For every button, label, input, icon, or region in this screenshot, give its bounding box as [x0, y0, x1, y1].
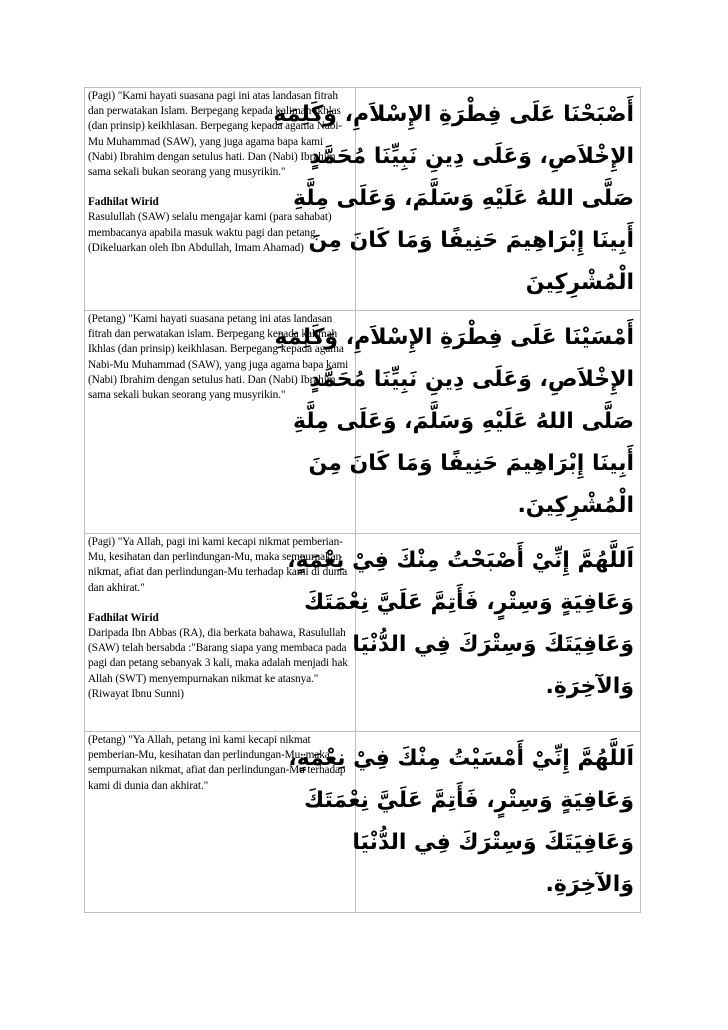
- table-row: [85, 88, 641, 311]
- fadhilat-text: Rasulullah (SAW) selalu mengajar kami (para sahabat) membacanya apabila masuk waktu pagi dan petang.: [88, 211, 332, 239]
- arabic-line: وَعَافِيَتَكَ وَسِتْرَكَ فِي الدُّنْيَا: [352, 830, 634, 855]
- translation-text: (Petang) "Kami hayati suasana petang ini atas landasan fitrah dan perwatakan islam. Berpegang kepada kalimah Ikhlas (dan prinsip) keikhlasan. Berpegang kepada agama Nabi-Mu Muhammad (SAW), yang juga agama bapa kami (Nabi) Ibrahim dengan setulus hati. Dan (Nabi) Ibrahim sama sekali bukan seorang yang musyrikin.": [88, 313, 349, 402]
- translation-text: (Pagi) "Kami hayati suasana pagi ini atas landasan fitrah dan perwatakan Islam. Berpegang kepada kalimah Ikhlas (dan prinsip) keikhlasan. Berpegang kepada agama Nabi-Mu Muhammad (SAW), yang juga agama bapa kami (Nabi) Ibrahim dengan setulus hati. Dan (Nabi) Ibrahim sama sekali bukan seorang yang musyrikin.": [88, 90, 343, 179]
- arabic-line: وَالآخِرَةِ.: [545, 674, 634, 699]
- fadhilat-text: Daripada Ibn Abbas (RA), dia berkata bahawa, Rasulullah (SAW) telah bersabda :"Barang siapa yang membaca pada pagi dan petang sebanyak 3 kali, maka adalah menjadi hak Allah (SWT) menyempurnakan nikmat ke atasnya.": [88, 627, 348, 685]
- arabic-line: أَمْسَيْنَا عَلَى فِطْرَةِ الإِسْلاَمِ، وَكَلِمَةِ: [274, 325, 634, 350]
- table-row: [85, 732, 641, 913]
- arabic-cell: [288, 732, 641, 913]
- arabic-line: أَبِينَا إِبْرَاهِيمَ حَنِيفًا وَمَا كَانَ مِنَ: [308, 451, 634, 476]
- translation-text: (Pagi) "Ya Allah, pagi ini kami kecapi nikmat pemberian-Mu, kesihatan dan perlindungan-Mu, maka sempurnakan nikmat, afiat dan perlindungan-Mu terhadap kami di dunia dan akhirat.": [88, 536, 348, 594]
- arabic-line: أَبِينَا إِبْرَاهِيمَ حَنِيفًا وَمَا كَانَ مِنَ: [308, 228, 634, 253]
- wirid-table: [84, 87, 641, 913]
- source-text: (Dikeluarkan oleh Ibn Abdullah, Imam Ahamad): [88, 241, 304, 254]
- arabic-cell: [274, 311, 641, 534]
- table-row: [85, 311, 641, 534]
- fadhilat-heading: Fadhilat Wirid: [88, 196, 159, 209]
- arabic-line: الْمُشْرِكِينَ: [525, 270, 634, 295]
- arabic-line: اَللَّهُمَّ إِنِّيْ أَصْبَحْتُ مِنْكَ فِيْ نِعْمَةٍ،: [287, 548, 634, 573]
- arabic-line: وَعَافِيَتَكَ وَسِتْرَكَ فِي الدُّنْيَا: [352, 632, 634, 657]
- arabic-line: وَالآخِرَةِ.: [545, 872, 634, 897]
- arabic-line: صَلَّى اللهُ عَلَيْهِ وَسَلَّمَ، وَعَلَى مِلَّةِ: [292, 186, 634, 211]
- fadhilat-heading: Fadhilat Wirid: [88, 611, 159, 624]
- arabic-line: اَللَّهُمَّ إِنِّيْ أَمْسَيْتُ مِنْكَ فِيْ نِعْمَةٍ،: [288, 746, 634, 771]
- arabic-line: أَصْبَحْنَا عَلَى فِطْرَةِ الإِسْلاَمِ، وَكَلِمَةِ: [273, 102, 634, 127]
- translation-text: (Petang) "Ya Allah, petang ini kami kecapi nikmat pemberian-Mu, kesihatan dan perlindungan-Mu, maka sempurnakan nikmat, afiat dan perlindungan-Mu terhadap kami di dunia dan akhirat.": [88, 734, 346, 792]
- arabic-line: وَعَافِيَةٍ وَسِتْرٍ، فَأَتِمَّ عَلَيَّ نِعْمَتَكَ: [304, 590, 634, 615]
- arabic-line: الْمُشْرِكِينَ.: [517, 493, 634, 518]
- arabic-line: وَعَافِيَةٍ وَسِتْرٍ، فَأَتِمَّ عَلَيَّ نِعْمَتَكَ: [304, 788, 634, 813]
- arabic-cell: [273, 88, 641, 311]
- arabic-line: صَلَّى اللهُ عَلَيْهِ وَسَلَّمَ، وَعَلَى مِلَّةِ: [292, 409, 634, 434]
- table-row: [85, 534, 641, 732]
- arabic-line: الإِخْلاَصِ، وَعَلَى دِينِ نَبِيِّنَا مُحَمَّدٍ: [309, 144, 634, 169]
- arabic-cell: [287, 534, 641, 732]
- arabic-line: الإِخْلاَصِ، وَعَلَى دِينِ نَبِيِّنَا مُحَمَّدٍ: [309, 367, 634, 392]
- source-text: (Riwayat Ibnu Sunni): [88, 687, 184, 700]
